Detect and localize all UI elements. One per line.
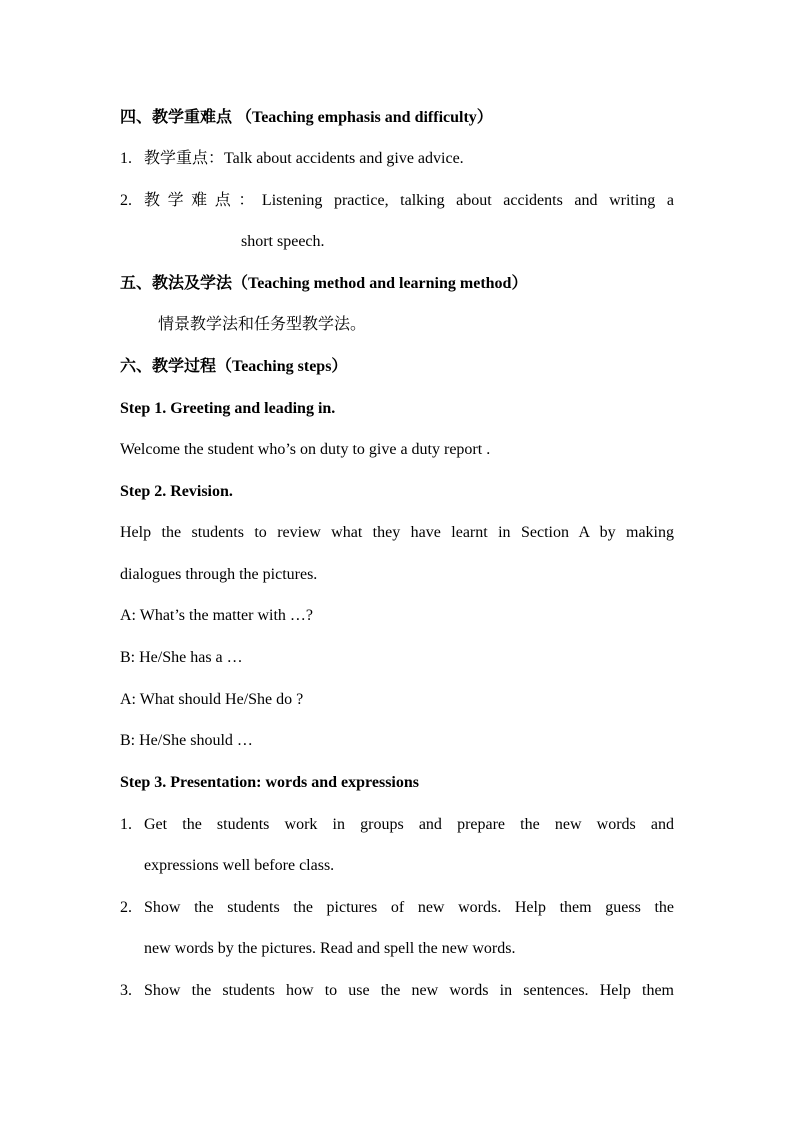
section-heading-emphasis: 四、教学重难点 （Teaching emphasis and difficulty）: [120, 109, 493, 126]
list-item: [120, 981, 674, 1001]
dialogue-line: A: What’s the matter with …?: [120, 607, 313, 624]
item-text-continuation: short speech.: [241, 233, 325, 250]
section-heading-method: 五、教法及学法（Teaching method and learning method）: [120, 275, 528, 292]
item-text-continuation: new words by the pictures. Read and spell the new words.: [144, 940, 516, 957]
dialogue-line: B: He/She should …: [120, 732, 253, 749]
section-heading-steps: 六、教学过程（Teaching steps）: [120, 358, 348, 375]
item-number: 2.: [120, 192, 132, 209]
item-number: 1.: [120, 150, 132, 167]
item-text: 教学重点：Talk about accidents and give advice.: [144, 150, 464, 167]
item-text: Get the students work in groups and prepare the new words and: [144, 816, 674, 833]
step2-text-line1: Help the students to review what they have learnt in Section A by making: [120, 524, 674, 541]
step3-title: Step 3. Presentation: words and expressions: [120, 774, 419, 791]
dialogue-line: B: He/She has a …: [120, 649, 243, 666]
method-text: 情景教学法和任务型教学法。: [158, 316, 367, 333]
step2-text-line2: dialogues through the pictures.: [120, 566, 318, 583]
item-number: 3.: [120, 982, 132, 999]
step1-text: Welcome the student who’s on duty to give a duty report .: [120, 441, 491, 458]
step2-title: Step 2. Revision.: [120, 483, 233, 500]
item-number: 1.: [120, 816, 132, 833]
item-text: Show the students how to use the new words in sentences. Help them: [144, 982, 674, 999]
item-text: 教学难点：Listening practice, talking about accidents and writing a: [144, 192, 674, 209]
emphasis-item: [120, 149, 464, 169]
item-number: 2.: [120, 899, 132, 916]
list-item: [120, 898, 674, 918]
step1-title: Step 1. Greeting and leading in.: [120, 400, 336, 417]
dialogue-line: A: What should He/She do ?: [120, 691, 304, 708]
item-text: Show the students the pictures of new words. Help them guess the: [144, 899, 674, 916]
list-item: [120, 815, 674, 835]
item-text-continuation: expressions well before class.: [144, 857, 335, 874]
difficulty-item: [120, 191, 674, 211]
